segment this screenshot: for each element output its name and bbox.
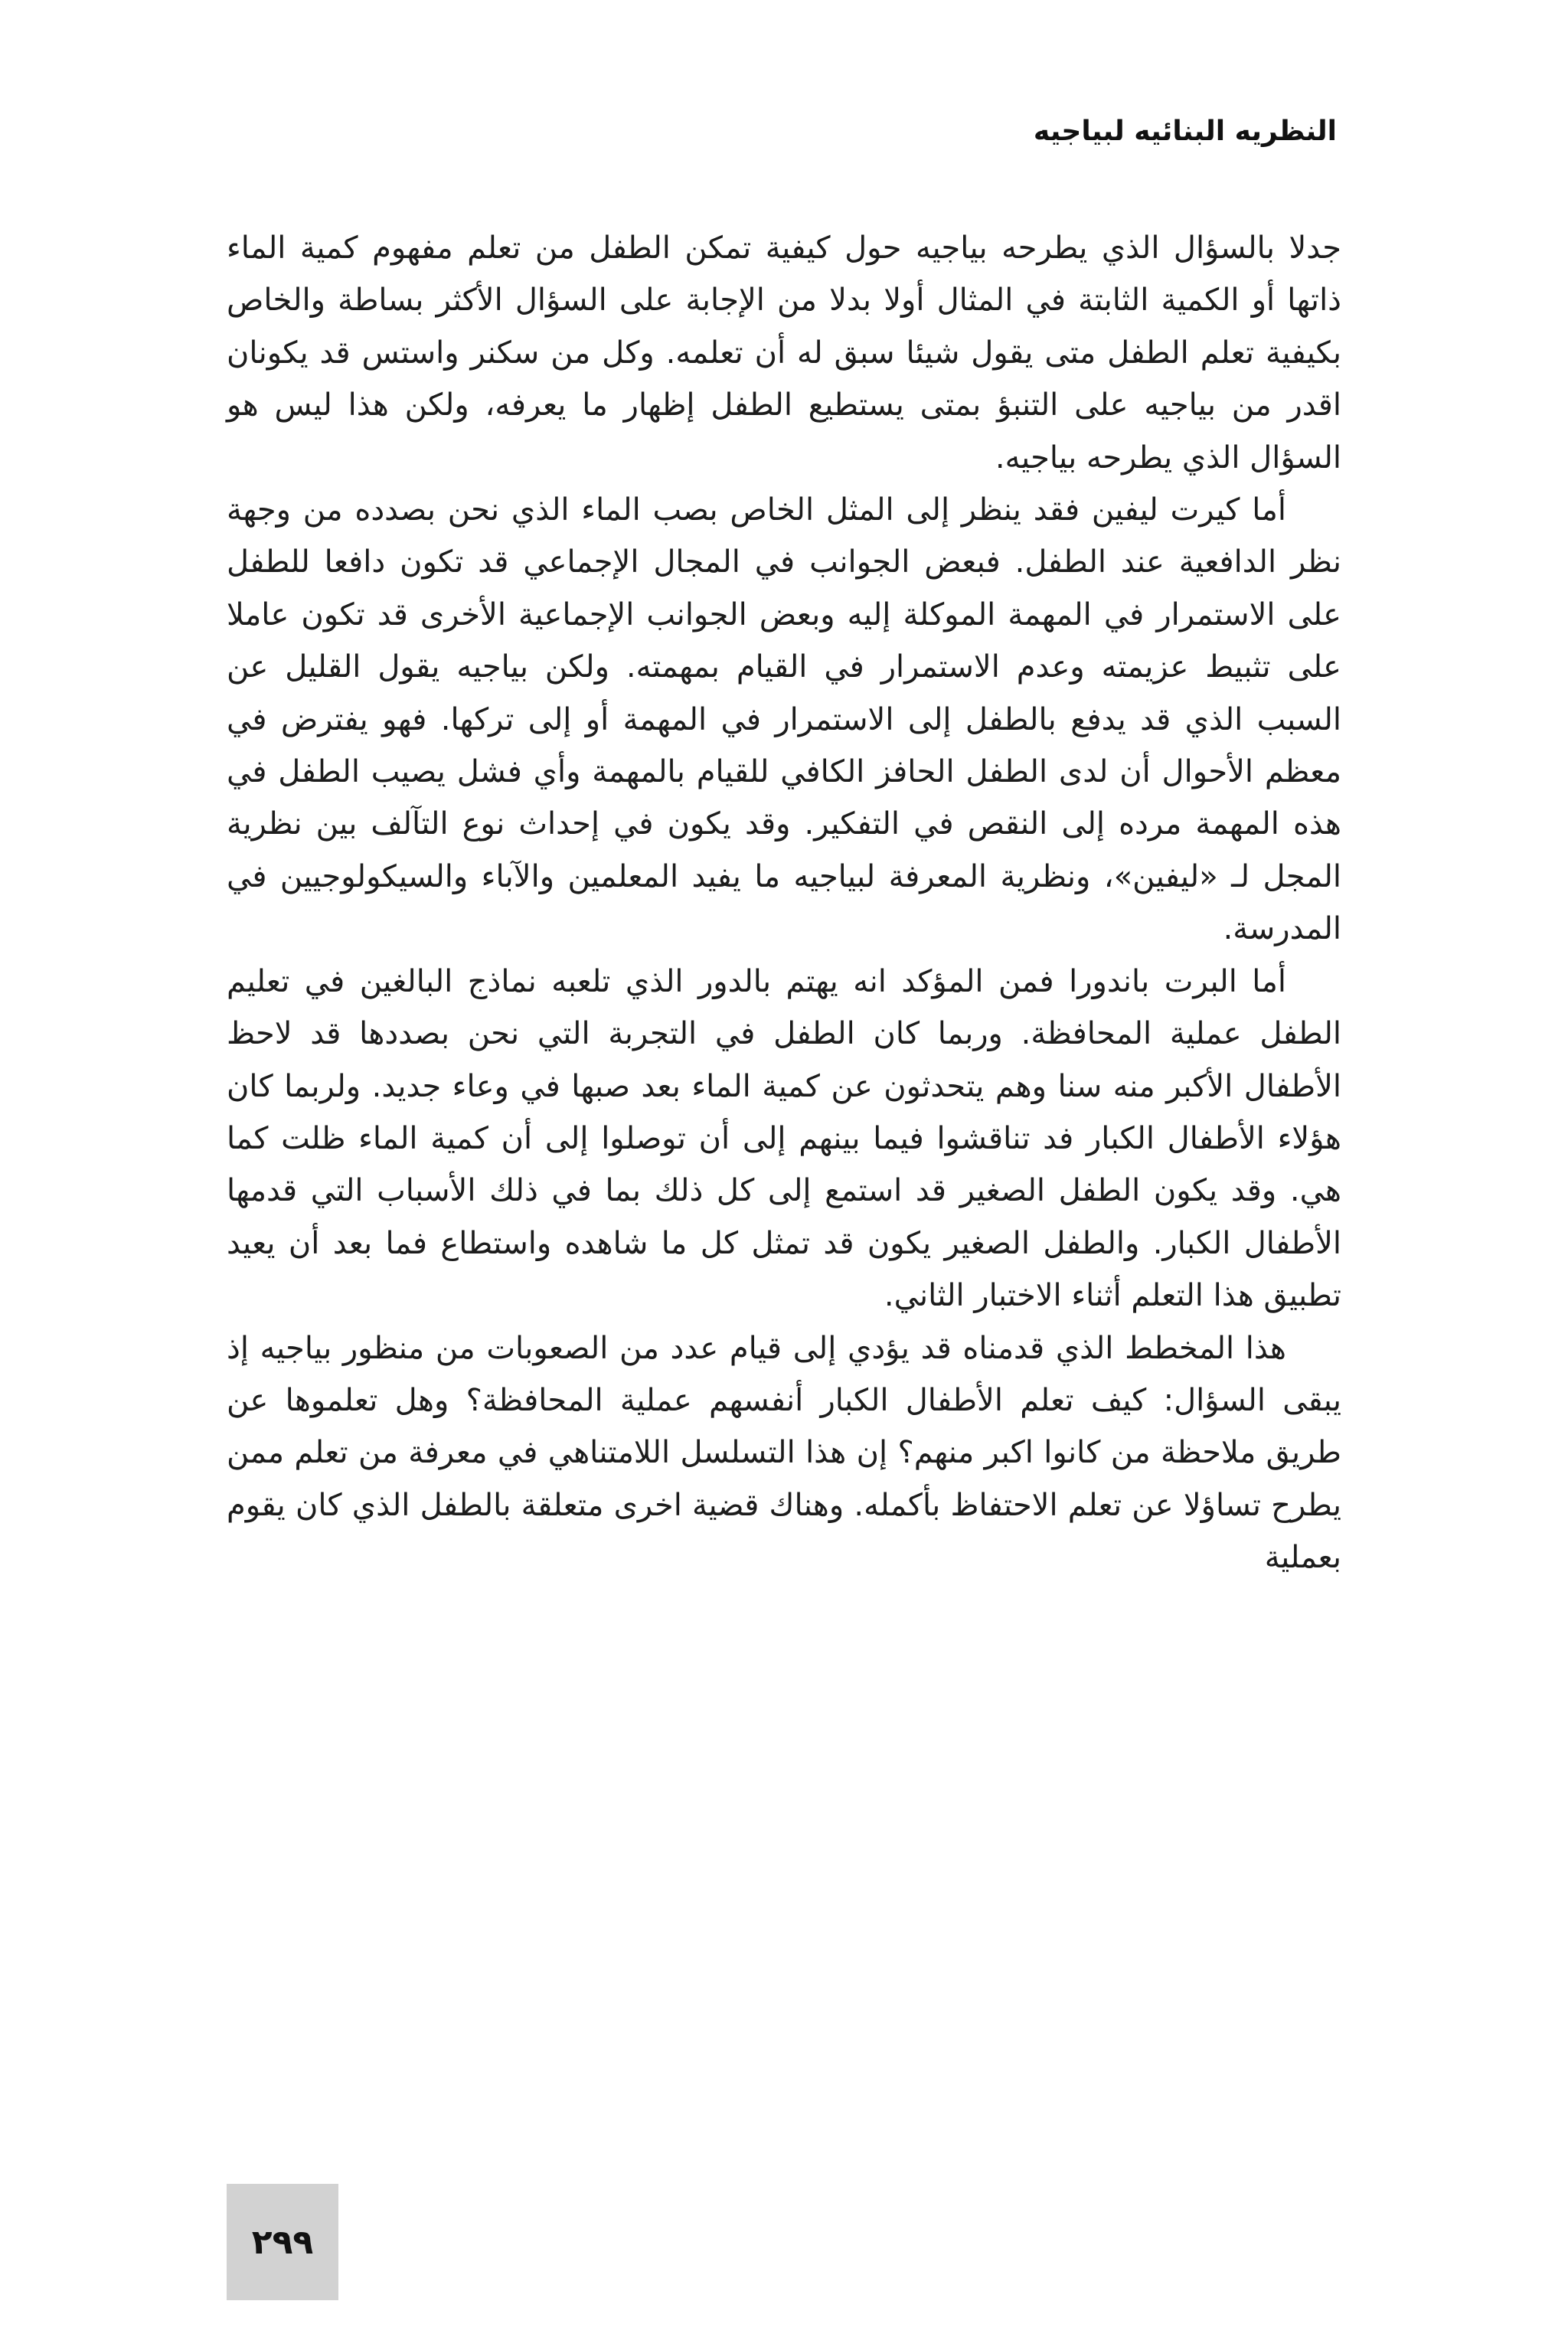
paragraph-1: جدلا بالسؤال الذي يطرحه بياجيه حول كيفية تمكن الطفل من تعلم مفهوم كمية الماء ذاتها أو الكمية الثابتة في المثال أولا بدلا من الإجابة على السؤال الأكثر بساطة والخاص بكيفية تعلم الطفل متى يقول شيئا سبق له أن تعلمه. وكل من سكنر واستس قد يكونان اقدر من بياجيه على التنبؤ بمتى يستطيع الطفل إظهار ما يعرفه، ولكن هذا ليس هو السؤال الذي يطرحه بياجيه. <box>227 230 1341 476</box>
body-text <box>227 222 1341 1584</box>
paragraph-3: أما البرت باندورا فمن المؤكد انه يهتم بالدور الذي تلعبه نماذج البالغين في تعليم الطفل عملية المحافظة. وربما كان الطفل في التجربة التي نحن بصددها قد لاحظ الأطفال الأكبر منه سنا وهم يتحدثون عن كمية الماء بعد صبها في وعاء جديد. ولربما كان هؤلاء الأطفال الكبار فد تناقشوا فيما بينهم إلى أن توصلوا إلى أن كمية الماء ظلت كما هي. وقد يكون الطفل الصغير قد استمع إلى كل ذلك بما في ذلك الأسباب التي قدمها الأطفال الكبار. والطفل الصغير يكون قد تمثل كل ما شاهده واستطاع فما بعد أن يعيد تطبيق هذا التعلم أثناء الاختبار الثاني. <box>227 963 1341 1314</box>
page-number: ٢٩٩ <box>251 2222 314 2262</box>
paragraph-4: هذا المخطط الذي قدمناه قد يؤدي إلى قيام عدد من الصعوبات من منظور بياجيه إذ يبقى السؤال: كيف تعلم الأطفال الكبار أنفسهم عملية المحافظة؟ وهل تعلموها عن طريق ملاحظة من كانوا اكبر منهم؟ إن هذا التسلسل اللامتناهي في معرفة من تعلم ممن يطرح تساؤلا عن تعلم الاحتفاظ بأكمله. وهناك قضية اخرى متعلقة بالطفل الذي كان يقوم بعملية <box>227 1330 1341 1576</box>
page-number-box <box>227 2184 338 2300</box>
running-header-title: النظريه البنائيه لبياجيه <box>1033 116 1337 147</box>
paragraph-2: أما كيرت ليفين فقد ينظر إلى المثل الخاص بصب الماء الذي نحن بصدده من وجهة نظر الدافعية عند الطفل. فبعض الجوانب في المجال الإجماعي قد تكون دافعا للطفل على الاستمرار في المهمة الموكلة إليه وبعض الجوانب الإجماعية الأخرى قد تكون عاملا على تثبيط عزيمته وعدم الاستمرار في القيام بمهمته. ولكن بياجيه يقول القليل عن السبب الذي قد يدفع بالطفل إلى الاستمرار في المهمة أو إلى تركها. فهو يفترض في معظم الأحوال أن لدى الطفل الحافز الكافي للقيام بالمهمة وأي فشل يصيب الطفل في هذه المهمة مرده إلى النقص في التفكير. وقد يكون في إحداث نوع التآلف بين نظرية المجل لـ «ليفين»، ونظرية المعرفة لبياجيه ما يفيد المعلمين والآباء والسيكولوجيين في المدرسة. <box>227 492 1341 947</box>
